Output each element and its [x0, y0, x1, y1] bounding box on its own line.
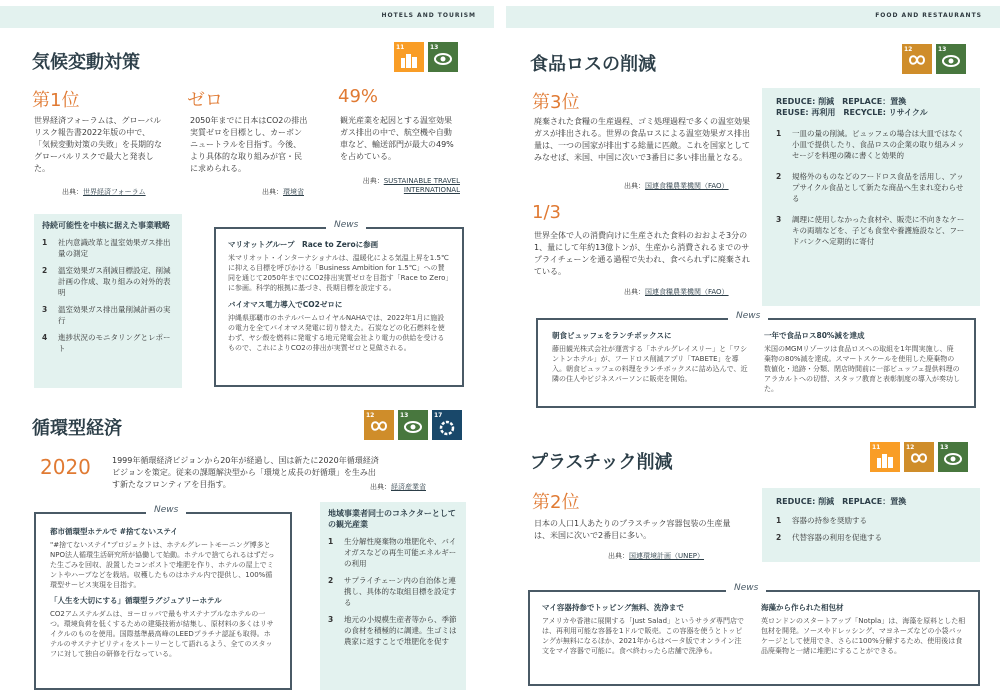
food-text-1: 廃棄された食糧の生産過程、ゴミ処理過程で多くの温室効果ガスが排出される。世界の食品ロスによる温室効果ガス排出量は、一つの国家が排出する総量に匹敵。これを国家としてみなせば、米国、中国に次いで3番目に多い排出量となる。 [534, 117, 750, 162]
stat-text-2: 2050年までに日本はCO2の排出実質ゼロを目標とし、カーボンニュートラルを目指す。今後、より具体的な取り組みが官・民に求められる。 [190, 116, 308, 173]
sdg-13-icon: 13 [938, 442, 968, 472]
source-link[interactable]: 環境省 [283, 188, 304, 196]
list-item: 1 生分解性廃棄物の堆肥化や、バイオガスなどの再生可能エネルギーの利用 [328, 537, 457, 568]
list-item: 3 調理に使用しなかった食材や、販売に不向きなケーキの両端などを、子ども食堂や養護施設など、フードバンクへ定期的に寄付 [776, 215, 965, 246]
plastic-box-title: REDUCE: 削減 REPLACE：置換 [776, 497, 907, 506]
source-link[interactable]: 世界経済フォーラム [83, 188, 146, 196]
list-item: 1 社内意識改革と温室効果ガス排出量の測定 [42, 238, 171, 258]
plastic-big: 第2位 [532, 492, 580, 513]
food-source-2: 出典：国連食糧農業機関（FAO） [624, 288, 729, 296]
reduce-box-title: REDUCE: 削減 REPLACE：置換 [776, 97, 907, 106]
news-title: マリオットグループ Race to Zeroに参画 [228, 240, 379, 249]
news-tag: News [326, 220, 366, 230]
news-tag: News [726, 583, 766, 593]
stat-big-3: 49% [338, 86, 379, 107]
source-link[interactable]: 国連食糧農業機関（FAO） [645, 182, 729, 190]
sdg-17-icon: 17 [432, 410, 462, 440]
connector-box-title: 地域事業者同士のコネクターとしての観光産業 [328, 509, 456, 529]
list-item: 1 容器の持参を奨励する [776, 516, 867, 525]
stat-source-2: 出典：環境省 [262, 188, 304, 196]
sdg-13-icon: 13 [936, 44, 966, 74]
sdg-icons [364, 410, 462, 440]
circular-source: 出典：経済産業省 [370, 483, 426, 491]
food-restaurants-page [506, 0, 1000, 695]
news-body: 英ロンドンのスタートアップ「Notpla」は、海藻を原料とした相包材を開発。ソースやドレッシング、マヨネーズなどの小袋パッケージとして使用でき、さらに100%分解するため、使用後は食品廃棄物と一緒に堆肥にすることができる。 [761, 617, 966, 655]
news-body: 米マリオット・インターナショナルは、温暖化による気温上昇を1.5℃に抑える目標を呼びかける「Business Ambition for 1.5℃」への賛同を通じて2050年までにCO2排出実質ゼロを目指す「Race to Zero」に参画。科学的根拠に基づき、長期目標を設定する。 [228, 254, 449, 292]
news-body: 藤田観光株式会社が運営する「ホテルグレイスリー」と「ワシントンホテル」が、フードロス削減アプリ「TABETE」を導入。朝食ビュッフェの料理をランチボックスに詰め込んで、近隣の住人やビジネスパーソンに販売を開始。 [552, 345, 748, 383]
circular-big: 2020 [40, 455, 91, 479]
food-big-1: 第3位 [532, 92, 580, 113]
section-header-label: FOOD AND RESTAURANTS [875, 12, 982, 19]
sdg-13-icon: 13 [398, 410, 428, 440]
source-link[interactable]: 経済産業省 [391, 483, 426, 491]
reduce-box-title: REUSE: 再利用 RECYCLE: リサイクル [776, 108, 928, 117]
sdg-12-icon: 12 [364, 410, 394, 440]
source-link[interactable]: SUSTAINABLE TRAVEL INTERNATIONAL [383, 177, 460, 194]
plastic-text: 日本の人口1人あたりのプラスチック容器包装の生産量は、米国に次いで2番目に多い。 [534, 519, 731, 540]
news-title: バイオマス電力導入でCO2ゼロに [228, 300, 343, 309]
reduce-box [762, 88, 980, 306]
list-item: 2 代替容器の利用を促進する [776, 533, 882, 542]
news-box-circular [34, 505, 292, 690]
news-box-food [536, 311, 976, 408]
stat-text-1: 世界経済フォーラムは、グローバルリスク報告書2022年版の中で、「気候変動対策の失敗」を長期的なグローバルリスクで最大と発表した。 [34, 116, 162, 173]
sdg-icons [870, 442, 968, 472]
news-body: 沖縄県那覇市のホテルパームロイヤルNAHAでは、2022年1月に施設の電力を全てバイオマス発電に切り替えた。石炭などの化石燃料を使わず、ヤシ殻を燃料に発電する地元発電会社より電力の供給を受けるもので、これによりCO2の排出が実質ゼロと見做される。 [228, 314, 445, 352]
sdg-icons [394, 42, 458, 72]
climate-title: 気候変動対策 [32, 52, 140, 73]
news-body: 米国のMGMリゾーツは食品ロスへの取組を1年間実施し、廃棄物の80%減を達成。スマートスケールを使用した廃棄物の数値化・追跡・分類、閉店時間前に一部ビュッフェ提供料理のアラカルトへの切替、スタッフ教育と表彰制度の導入が奏功した。 [764, 345, 960, 393]
list-item: 2 サプライチェーン内の自治体と連携し、具体的な取組目標を設定する [328, 576, 457, 607]
list-item: 3 地元の小規模生産者等から、季節の食材を積極的に調達。生ゴミは農家に返すことで堆肥化を促す [328, 615, 457, 646]
source-link[interactable]: 国連食糧農業機関（FAO） [645, 288, 729, 296]
news-title: マイ容器持参でトッピング無料、洗浄まで [542, 603, 684, 612]
list-item: 2 規格外のものなどのフードロス食品を活用し、アップサイクル食品として新たな商品へ生まれ変わらせる [776, 172, 964, 203]
section-header-label: HOTELS AND TOURISM [381, 12, 476, 19]
news-title: 一年で食品ロス80%減を達成 [764, 331, 865, 340]
list-item: 4 進捗状況のモニタリングとレポート [42, 333, 171, 353]
source-link[interactable]: 国連環境計画（UNEP） [629, 552, 705, 560]
sdg-11-icon: 11 [394, 42, 424, 72]
food-text-2: 世界全体で人の消費向けに生産された食料のおおよそ3分の1、量にして年約13億トンが、生産から消費されるまでのサプライチェーンを通る過程で失われ、食べられずに廃棄されている。 [534, 231, 750, 276]
news-title: 朝食ビュッフェをランチボックスに [552, 331, 672, 340]
food-big-2: 1/3 [532, 202, 561, 223]
list-item: 1 一皿の量の削減。ビュッフェの場合は大皿ではなく小皿で提供したり、食品ロスの企業の取り組みメッセージを料理の隣に書くと効果的 [776, 129, 965, 160]
food-source-1: 出典：国連食糧農業機関（FAO） [624, 182, 729, 190]
stat-source-3: 出典：SUSTAINABLE TRAVEL INTERNATIONAL [362, 177, 460, 194]
news-box-climate [214, 220, 464, 387]
stat-big-2: ゼロ [187, 90, 223, 111]
list-item: 3 温室効果ガス排出量削減計画の実行 [42, 305, 171, 325]
sdg-icons [902, 44, 966, 74]
section-header-bar [0, 6, 494, 28]
connector-box [320, 502, 466, 690]
section-header-bar [506, 6, 1000, 28]
news-tag: News [146, 505, 186, 515]
news-title: 海藻から作られた相包材 [761, 603, 844, 612]
plastic-title: プラスチック削減 [530, 452, 673, 473]
circular-title: 循環型経済 [32, 418, 122, 439]
news-body: "#捨てないステイ"プロジェクトは、ホテルグレートモーニング博多とNPO法人循環生活研究所が協働して始動。ホテルで捨てられるはずだった生ごみを回収、設置したコンポストで堆肥を作り、ホテルの屋上でミントやハーブなどを栽培。収穫したものはホテル内で提供し、100%循環型サービス実現を目指す。 [50, 541, 275, 589]
stat-source-1: 出典：世界経済フォーラム [62, 188, 146, 196]
news-body: CO2アムステルダムは、ヨーロッパで最もサステナブルなホテルの一つ。環境負荷を低くするための建築技術が結集し、原材料の多くはリサイクルのものを使用。国際基準最高峰のLEEDプラチナ認証も取得。ホテルのサステナビリティをストーリーとして語れるよう、全てのスタッフに対して独自の研修を行なっている。 [50, 610, 274, 658]
strategy-box-title: 持続可能性を中核に据えた事業戦略 [42, 221, 170, 230]
news-body: アメリカや香港に展開する「Just Salad」というサラダ専門店では、再利用可能な容器を1ドルで販売。この容器を使うとトッピングが無料になるほか、2021年からはベータ版でオンライン注文をマイ容器で可能に。食べ終わったら店舗で洗浄も。 [542, 617, 744, 655]
stat-big-1: 第1位 [32, 90, 80, 111]
plastic-source: 出典：国連環境計画（UNEP） [608, 552, 705, 560]
sdg-12-icon: 12 [902, 44, 932, 74]
sdg-11-icon: 11 [870, 442, 900, 472]
news-tag: News [728, 311, 768, 321]
stat-text-3: 観光産業を起因とする温室効果ガス排出の中で、航空機や自動車など、輸送部門が最大の49%を占めている。 [340, 116, 454, 161]
news-title: 都市循環型ホテルで #捨てないステイ [50, 527, 178, 536]
list-item: 2 温室効果ガス削減目標設定、削減計画の作成、取り組みの対外的表明 [42, 266, 171, 297]
sdg-13-icon: 13 [428, 42, 458, 72]
hotels-tourism-page [0, 0, 494, 695]
sdg-12-icon: 12 [904, 442, 934, 472]
news-box-plastic [528, 583, 980, 686]
strategy-box [34, 214, 182, 388]
food-title: 食品ロスの削減 [530, 54, 656, 75]
news-title: 「人生を大切にする」循環型ラグジュアリーホテル [50, 596, 222, 605]
plastic-reduce-box [762, 488, 980, 562]
circular-text: 1999年循環経済ビジョンから20年が経過し、国は新たに2020年循環経済ビジョンを策定。従来の課題解決型から「環境と成長の好循環」を生み出す新たなフロンティアを目指す。 [112, 456, 379, 489]
